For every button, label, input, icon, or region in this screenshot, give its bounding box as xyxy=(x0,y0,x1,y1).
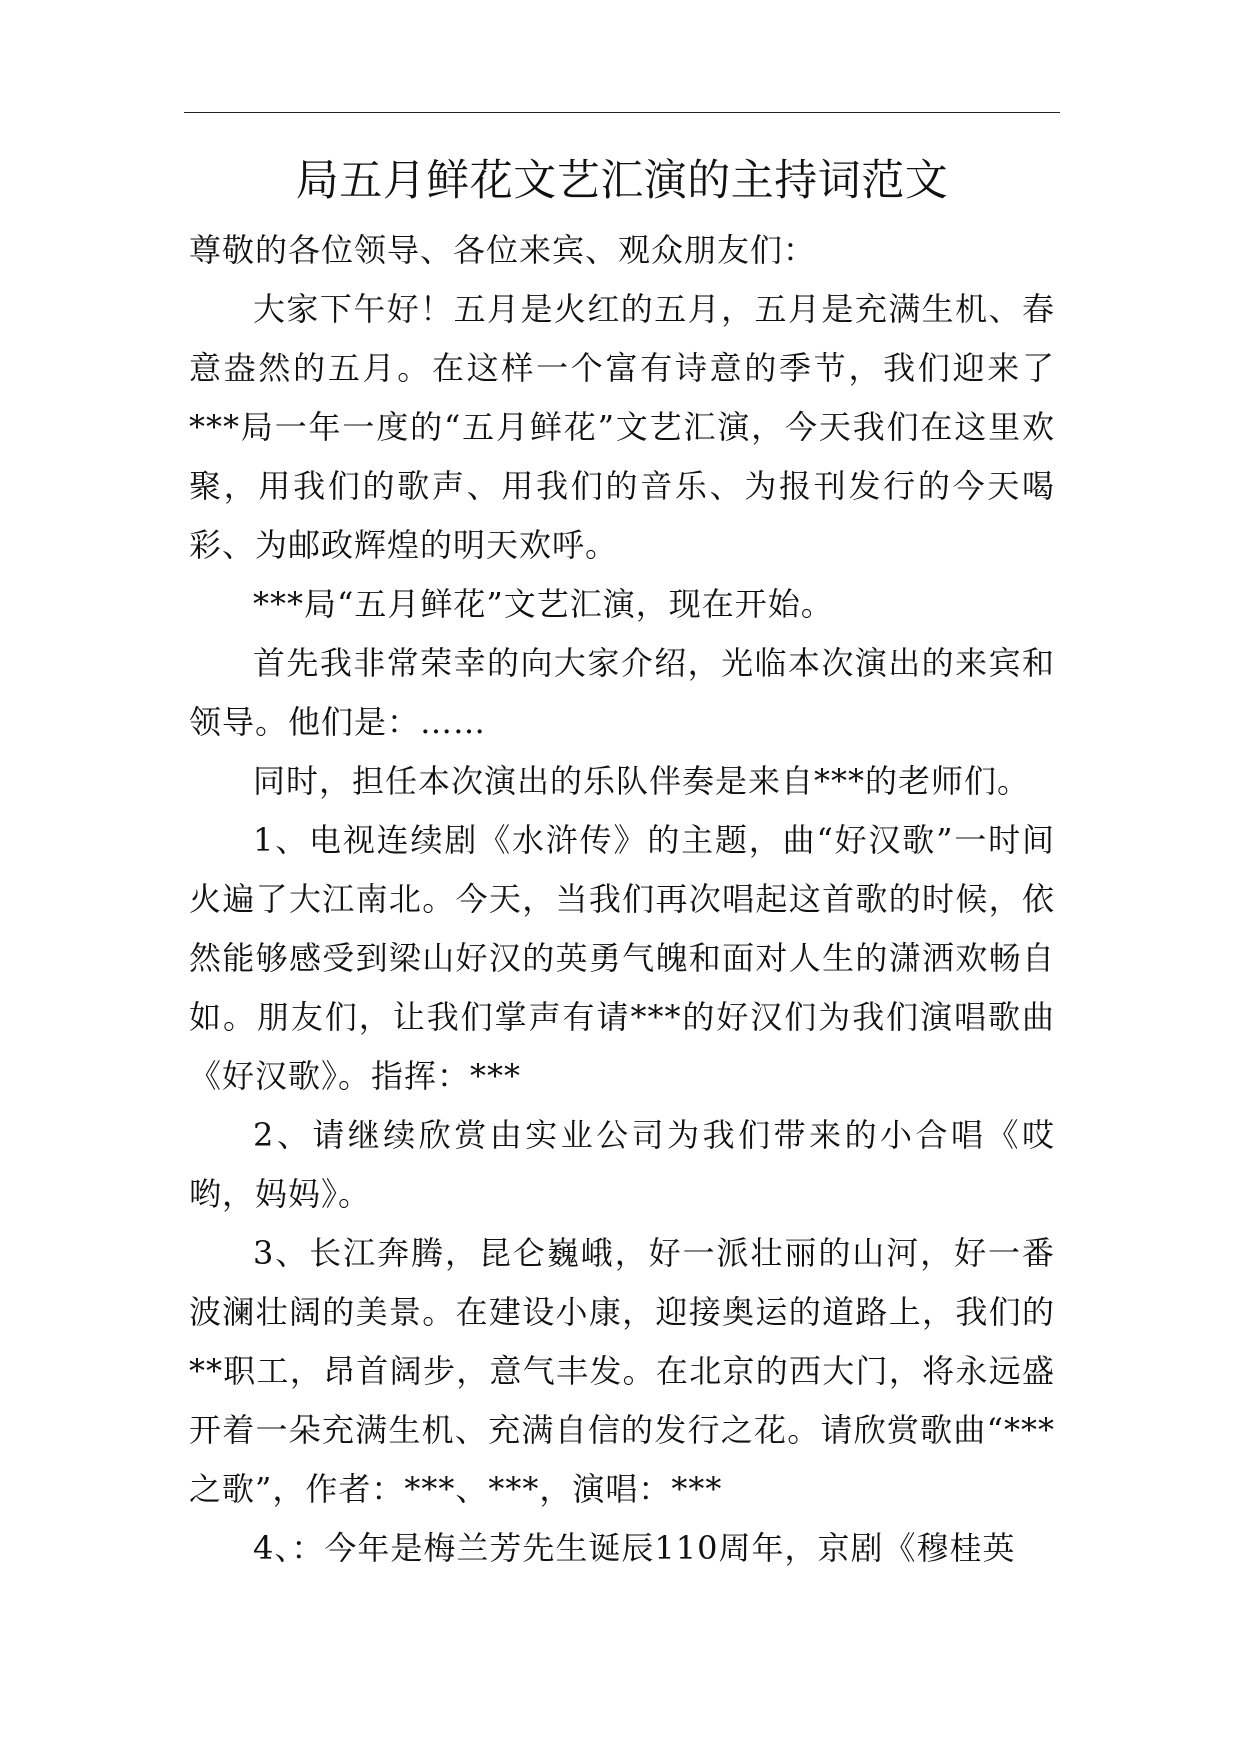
body-paragraph: ***局“五月鲜花”文艺汇演，现在开始。 xyxy=(253,585,834,623)
body-paragraph: 首先我非常荣幸的向大家介绍，光临本次演出的来宾和领导。他们是：…… xyxy=(189,644,1055,741)
document-title: 局五月鲜花文艺汇演的主持词范文 xyxy=(295,156,949,206)
body-paragraph: 4、：今年是梅兰芳先生诞辰110周年，京剧《穆桂英 xyxy=(253,1529,1016,1567)
body-paragraph: 3、长江奔腾，昆仑巍峨，好一派壮丽的山河，好一番波澜壮阔的美景。在建设小康，迎接奥运的道路上，我们的**职工，昂首阔步，意气丰发。在北京的西大门，将永远盛开着一朵充满生机、充满自信的发行之花。请欣赏歌曲“***之歌”，作者：***、***，演唱：*** xyxy=(189,1234,1055,1508)
header-rule xyxy=(184,112,1060,113)
body-paragraph: 同时，担任本次演出的乐队伴奏是来自***的老师们。 xyxy=(253,762,1031,800)
document-body xyxy=(189,221,1055,1578)
salutation-paragraph: 尊敬的各位领导、各位来宾、观众朋友们： xyxy=(189,231,817,269)
body-paragraph: 2、请继续欣赏由实业公司为我们带来的小合唱《哎哟，妈妈》。 xyxy=(189,1116,1055,1213)
body-paragraph: 1、电视连续剧《水浒传》的主题，曲“好汉歌”一时间火遍了大江南北。今天，当我们再次唱起这首歌的时候，依然能够感受到梁山好汉的英勇气魄和面对人生的潇洒欢畅自如。朋友们，让我们掌声有请***的好汉们为我们演唱歌曲《好汉歌》。指挥：*** xyxy=(189,821,1055,1095)
body-paragraph: 大家下午好！五月是火红的五月，五月是充满生机、春意盎然的五月。在这样一个富有诗意的季节，我们迎来了***局一年一度的“五月鲜花”文艺汇演，今天我们在这里欢聚，用我们的歌声、用我们的音乐、为报刊发行的今天喝彩、为邮政辉煌的明天欢呼。 xyxy=(189,290,1055,564)
